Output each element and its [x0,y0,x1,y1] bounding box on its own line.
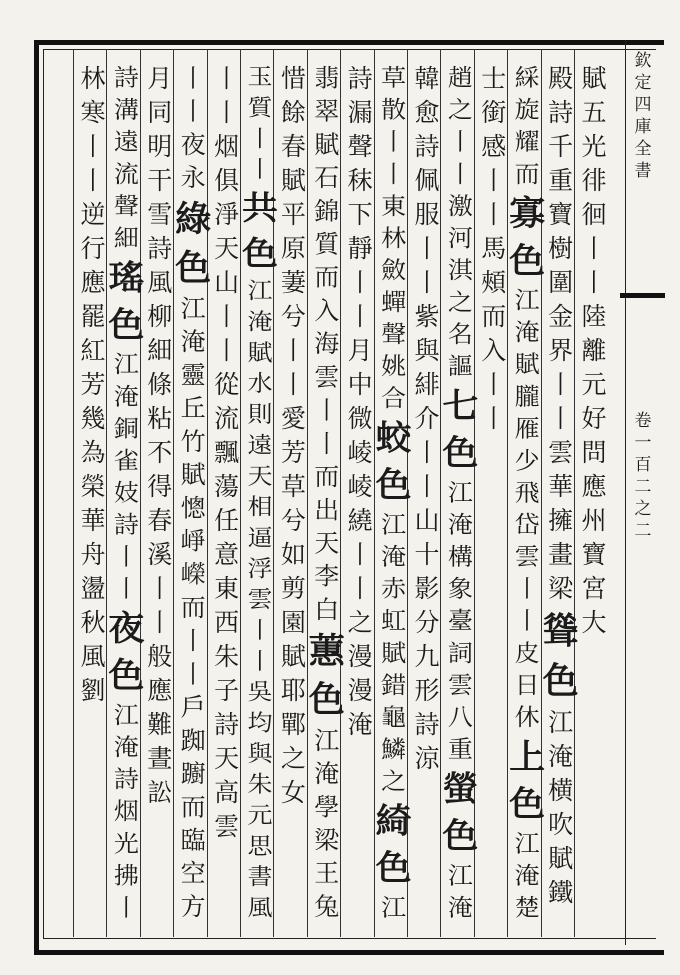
text-run: 翡 翠 賦 石 錦 質 而 入 海 雲 [314,63,340,392]
text-run: 丨 丨 [414,234,440,297]
text-run: 戶 [180,693,206,722]
text-run: 山 十 影 分 九 形 [414,506,440,705]
headword: 上 色 [509,737,546,824]
text-run: 江 淹 賦 水 則 遠 天 相 逼 浮 雲 [247,277,273,613]
text-run: 綵 旋 耀 而 [514,63,540,188]
page-edge [6,0,32,975]
text-run: 賦 五 光 徘 徊 [581,64,607,229]
text-run: 丨 丨 [381,128,407,188]
text-run: 踟 躕 而 臨 空 方 [180,726,206,921]
text-run: 趙 之 [447,63,473,124]
text-run: 丨 丨 [347,540,373,603]
headword: 夜 色 [108,608,145,696]
text-run: 丨 丨 [247,617,273,675]
text-run: 韓 愈 詩 佩 服 [414,64,440,229]
text-run: 般 應 難 晝 訟 [147,642,173,807]
text-run: 丨 丨 [314,396,340,458]
text-run: 吳 均 與 朱 元 思 書 風 [247,678,273,921]
text-run: 華 舟 盪 秋 風 劉 [80,506,106,705]
margin-title: 欽 定 四 庫 全 書 [634,51,652,181]
text-run: 江 淹 楚 [514,829,540,922]
text-run: 月 同 明 [147,64,173,161]
text-run: 從 流 飄 蕩 任 意 東 西 朱 子 詩 天 高 雲 [214,370,240,841]
text-run: 江 淹 横 吹 賦 鐵 [548,708,574,907]
text-run: 詩 溝 遠 流 聲 細 [113,63,139,252]
text-run: 詩 漏 聲 秣 下 靜 [347,64,373,263]
text-run: 園 賦 耶 鄲 之 女 [280,608,306,807]
text-run: 草 散 [381,63,407,124]
margin-volume: 卷 一 百 二 之 二 [634,411,652,541]
headword: 寡 色 [509,194,546,281]
text-run: 丨 丨 [180,63,206,126]
text-column [72,62,114,708]
text-run: 丨 丨 [113,542,139,603]
text-run: 淹 [347,710,373,739]
text-run: 而 出 天 李 白 [314,462,340,624]
text-run: 雲 華 擁 畫 梁 [548,438,574,603]
text-run: 丨 丨 [514,574,540,635]
text-run: 介 丨 丨 [414,404,440,501]
text-run: 惜 餘 春 賦 平 原 萋 兮 [280,64,306,331]
text-run: 丨 丨 [581,234,607,297]
text-run: 烟 俱 淨 天 山 [214,132,240,297]
text-run: 逆 [80,200,106,229]
text-run: 丨 丨 [147,574,173,637]
text-run: 江 淹 學 梁 王 兔 [314,726,340,921]
text-run: 紫 與 緋 [414,302,440,399]
text-run: 崚 崚 繞 [347,438,373,535]
fishtail-mark [620,293,665,298]
headword: 聳 色 [542,610,579,702]
text-run: 江 [381,893,407,922]
text-run: 丨 丨 [347,268,373,331]
text-run: 丨 [113,893,139,922]
text-run: 東 林 斂 蟬 聲 姚 合 [381,192,407,412]
text-run: 江 淹 詩 烟 光 拂 [113,701,139,890]
text-run: 夜 永 [180,130,206,192]
center-fold-line [625,40,626,945]
text-run: 江 淹 賦 朧 雁 少 飛 岱 雲 [514,286,540,571]
text-run: 激 河 淇 之 名 謳 [447,192,473,380]
text-run: 丨 丨 [80,132,106,195]
text-run: 江 淹 銅 雀 妓 詩 [113,350,139,539]
text-run: 詩 涼 [414,710,440,773]
text-run: 馬 頰 而 入 [481,234,507,365]
text-run: 丨 丨 [247,125,273,183]
text-run: 之 漫 漫 [347,608,373,705]
headword: 蛟 色 [375,418,412,506]
text-run: 皮 日 休 [514,639,540,731]
text-run: 江 淹 赤 虹 賦 錯 龜 鱗 之 [381,510,407,795]
text-run: 丨 丨 [481,166,507,229]
headword: 蕙 色 [308,630,345,721]
text-run: 丨 丨 [280,336,306,399]
text-run: 丨 丨 [180,626,206,689]
headword: 七 色 [442,386,479,474]
text-run: 干 雪 詩 風 柳 細 條 粘 不 得 春 溪 [147,166,173,569]
headword: 綠 色 [175,198,212,289]
text-run: 丨 丨 [214,64,240,127]
text-run: 愛 芳 草 兮 如 剪 [280,404,306,603]
text-run: 行 應 罷 紅 芳 幾 為 榮 [80,234,106,501]
headword: 螢 色 [442,769,479,857]
text-run: 月 中 微 [347,336,373,433]
text-run: 丨 丨 [447,128,473,188]
text-run: 林 寒 [80,64,106,127]
text-run: 江 淹 靈 丘 竹 賦 憁 崢 嶸 而 [180,294,206,622]
text-run: 陸 離 元 好 問 應 州 寶 宮 大 [581,302,607,637]
headword: 綺 色 [375,801,412,889]
headword: 共 色 [241,188,278,273]
headword: 瑤 色 [108,258,145,345]
text-run: 丨 丨 [481,370,507,433]
text-run: 玉 質 [247,63,273,121]
text-run: 丨 丨 [548,370,574,433]
text-run: 丨 丨 [214,302,240,365]
text-run: 江 淹 構 象 臺 詞 雲 八 重 [447,478,473,763]
text-run: 殿 詩 千 重 寶 樹 圍 金 界 [548,64,574,365]
text-run: 江 淹 [447,861,473,922]
text-run: 士 銜 感 [481,64,507,161]
